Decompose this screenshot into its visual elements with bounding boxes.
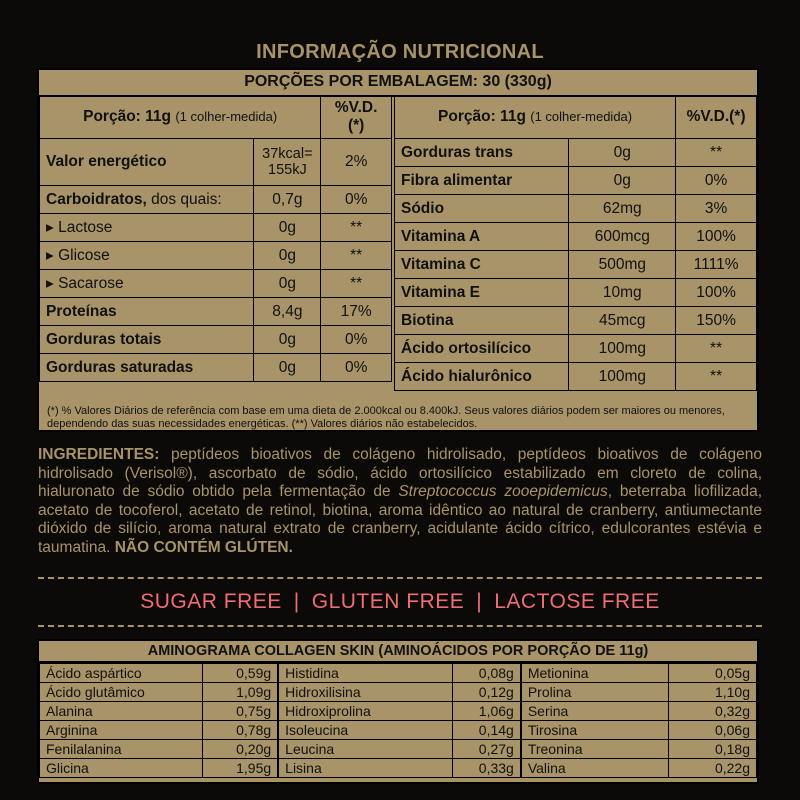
nutrient-vd: 3%: [676, 195, 757, 223]
nutrient-vd: **: [321, 214, 392, 242]
table-row: [395, 139, 757, 167]
amino-value: 0,27g: [453, 740, 521, 759]
nutrient-value: 0g: [569, 139, 676, 167]
nutrient-value: 8,4g: [254, 298, 321, 326]
amino-value: 0,12g: [453, 683, 521, 702]
amino-value: 0,14g: [453, 721, 521, 740]
amino-name: Alanina: [40, 702, 203, 721]
amino-value: 0,18g: [669, 740, 757, 759]
nutrient-label: ▸ Glicose: [40, 242, 254, 270]
lactose-free-badge: LACTOSE FREE: [494, 590, 660, 613]
nutrition-title: INFORMAÇÃO NUTRICIONAL: [256, 41, 544, 63]
table-row: [395, 251, 757, 279]
amino-name: Histidina: [278, 664, 453, 683]
table-row: [40, 664, 757, 683]
portion-header: [395, 96, 676, 139]
amino-name: Prolina: [521, 683, 669, 702]
nutrient-value: 100mg: [569, 363, 676, 391]
table-row: [40, 326, 392, 354]
nutrient-label: Gorduras saturadas: [40, 354, 254, 382]
ingredients-italic: Streptococcus zooepidemicus: [398, 483, 608, 500]
portion-label: Porção: 11g: [438, 108, 526, 125]
nutrient-label-suffix: dos quais:: [146, 190, 222, 208]
nutrient-value: 0g: [569, 167, 676, 195]
left-header-row: [40, 96, 392, 139]
vd-header: %V.D.(*): [321, 96, 392, 139]
badge-separator: |: [293, 590, 300, 613]
table-row: [40, 298, 392, 326]
vd-header: %V.D.(*): [676, 96, 757, 139]
badge-separator: |: [476, 590, 483, 613]
nutrient-value: 62mg: [569, 195, 676, 223]
nutrient-vd: 100%: [676, 279, 757, 307]
amino-name: Glicina: [40, 759, 203, 778]
amino-name: Hidroxiprolina: [278, 702, 453, 721]
amino-name: Arginina: [40, 721, 203, 740]
nutrient-vd: 0%: [321, 326, 392, 354]
table-row: [40, 759, 757, 778]
gluten-free-badge: GLUTEN FREE: [311, 590, 465, 613]
table-row: [40, 740, 757, 759]
nutrient-vd: **: [321, 270, 392, 298]
amino-value: 0,59g: [202, 664, 278, 683]
energy-row: [40, 139, 392, 186]
amino-name: Isoleucina: [278, 721, 453, 740]
divider: [38, 625, 762, 627]
amino-name: Leucina: [278, 740, 453, 759]
energy-value: [254, 139, 321, 186]
nutrient-label: ▸ Lactose: [40, 214, 254, 242]
right-header-row: [395, 96, 757, 139]
nutrient-vd: 17%: [321, 298, 392, 326]
amino-name: Hidroxilisina: [278, 683, 453, 702]
nutrition-table-left: [39, 95, 392, 382]
nutrient-label: Proteínas: [40, 298, 254, 326]
ingredients-text-2: , beterraba liofilizada, acetato de tocoferol, acetato de retinol, biotina, aroma idêntico ao natural de cranberry, antiumectante dióxido de silício, aroma natural extrato de cranberry, acidulante ácido cítrico, edulcorantes estévia e taumatina.: [38, 483, 762, 556]
nutrient-vd: **: [321, 242, 392, 270]
nutrient-value: 45mcg: [569, 307, 676, 335]
amino-value: 1,09g: [202, 683, 278, 702]
nutrient-vd: **: [676, 335, 757, 363]
nutrient-vd: 100%: [676, 223, 757, 251]
amino-value: 0,33g: [453, 759, 521, 778]
gluten-statement: NÃO CONTÉM GLÚTEN.: [114, 538, 293, 556]
nutrient-value: 10mg: [569, 279, 676, 307]
amino-name: Valina: [521, 759, 669, 778]
table-row: [395, 195, 757, 223]
nutrient-vd: 0%: [676, 167, 757, 195]
amino-name: Ácido aspártico: [40, 664, 203, 683]
aminogram-panel: [37, 639, 759, 784]
amino-name: Ácido glutâmico: [40, 683, 203, 702]
table-row: [40, 270, 392, 298]
nutrient-value: 0g: [254, 354, 321, 382]
amino-value: 0,78g: [202, 721, 278, 740]
table-row: [395, 363, 757, 391]
amino-value: 0,06g: [669, 721, 757, 740]
table-row: [395, 223, 757, 251]
nutrient-label: ▸ Sacarose: [40, 270, 254, 298]
table-row: [395, 167, 757, 195]
nutrient-label: Vitamina C: [395, 251, 569, 279]
nutrient-value: 0g: [254, 326, 321, 354]
table-row: [40, 683, 757, 702]
amino-name: Metionina: [521, 664, 669, 683]
footnote: (*) % Valores Diários de referência com base em uma dieta de 2.000kcal ou 8.400kJ. Seus valores diários podem ser maiores ou menores, dependendo das suas necessidades energéticas. (**) Valores diários não estabelecidos.: [47, 405, 725, 430]
table-row: [395, 279, 757, 307]
portion-header: [40, 96, 321, 139]
nutrient-value: 500mg: [569, 251, 676, 279]
free-badges: [0, 590, 800, 614]
table-row: [40, 354, 392, 382]
nutrient-label: Ácido ortosilícico: [395, 335, 569, 363]
table-row: [40, 242, 392, 270]
aminogram-title: AMINOGRAMA COLLAGEN SKIN (AMINOÁCIDOS POR PORÇÃO DE 11g): [39, 641, 757, 663]
amino-name: Lisina: [278, 759, 453, 778]
energy-kcal: 37kcal=: [262, 146, 313, 162]
nutrient-label: Ácido hialurônico: [395, 363, 569, 391]
nutrient-value: 0g: [254, 242, 321, 270]
nutrient-label: Gorduras trans: [395, 139, 569, 167]
amino-name: Tirosina: [521, 721, 669, 740]
nutrient-label: Carboidratos,: [46, 190, 147, 208]
nutrient-vd: **: [676, 363, 757, 391]
portion-note: (1 colher-medida): [530, 109, 633, 124]
table-row: [40, 702, 757, 721]
aminogram-table: [39, 663, 757, 778]
amino-value: 1,06g: [453, 702, 521, 721]
amino-value: 0,20g: [202, 740, 278, 759]
portion-label: Porção: 11g: [83, 108, 171, 125]
nutrient-vd: 0%: [321, 186, 392, 214]
energy-label: Valor energético: [40, 139, 254, 186]
sugar-free-badge: SUGAR FREE: [140, 590, 282, 613]
ingredients-label: INGREDIENTES:: [38, 446, 160, 463]
table-row: [40, 214, 392, 242]
table-row: [395, 307, 757, 335]
nutrient-value: 0g: [254, 214, 321, 242]
nutrient-vd: **: [676, 139, 757, 167]
amino-value: 0,08g: [453, 664, 521, 683]
amino-value: 1,95g: [202, 759, 278, 778]
amino-value: 1,10g: [669, 683, 757, 702]
amino-value: 0,22g: [669, 759, 757, 778]
ingredients-text-1: peptídeos bioativos de colágeno hidrolisado, peptídeos bioativos de colágeno hidrolisado (Verisol®), ascorbato de sódio, ácido ortosilícico estabilizado em cloreto de colina, hialuronato de sódio obtido pela fermentação de: [38, 446, 762, 500]
table-row: [40, 186, 392, 214]
amino-value: 0,75g: [202, 702, 278, 721]
nutrient-value: 0g: [254, 270, 321, 298]
nutrient-value: 600mcg: [569, 223, 676, 251]
nutrient-label: Vitamina E: [395, 279, 569, 307]
nutrient-label: Sódio: [395, 195, 569, 223]
table-row: [395, 335, 757, 363]
portions-line: PORÇÕES POR EMBALAGEM: 30 (330g): [39, 70, 757, 97]
nutrient-vd: 150%: [676, 307, 757, 335]
nutrient-vd: 0%: [321, 354, 392, 382]
energy-vd: 2%: [321, 139, 392, 186]
amino-name: Treonina: [521, 740, 669, 759]
energy-kj: 155kJ: [268, 162, 307, 178]
nutrient-value: 100mg: [569, 335, 676, 363]
nutrient-label: Fibra alimentar: [395, 167, 569, 195]
amino-value: 0,32g: [669, 702, 757, 721]
nutrient-vd: 1111%: [676, 251, 757, 279]
divider: [38, 577, 762, 579]
amino-name: Fenilalanina: [40, 740, 203, 759]
portion-note: (1 colher-medida): [175, 109, 278, 124]
nutrient-label: Biotina: [395, 307, 569, 335]
nutrient-value: 0,7g: [254, 186, 321, 214]
nutrient-label: Gorduras totais: [40, 326, 254, 354]
nutrient-label: Vitamina A: [395, 223, 569, 251]
nutrition-panel: [37, 68, 759, 432]
nutrition-table-right: [394, 95, 757, 391]
ingredients-paragraph: [38, 446, 762, 557]
amino-name: Serina: [521, 702, 669, 721]
amino-value: 0,05g: [669, 664, 757, 683]
table-row: [40, 721, 757, 740]
